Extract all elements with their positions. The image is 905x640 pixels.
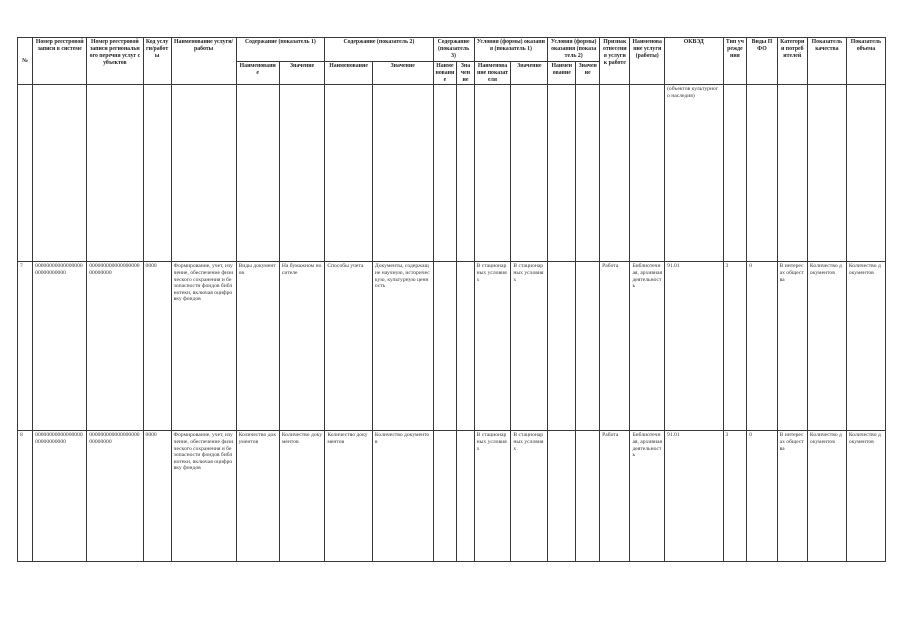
table-cell [171,85,236,262]
service-name: Формирование, учет, изучение, обеспечение физического сохранения и безопасности фондов библиотеки, включая оцифровку фондов [171,431,236,562]
type-value: 3 [723,431,747,562]
table-cell [325,85,373,262]
table-cell [474,85,511,262]
table-row [18,262,886,431]
table-cell [143,85,171,262]
quality-value: Количество документов [807,262,846,431]
content2-value: Количество документов [372,431,433,562]
col-code-header: Код услуги/работы [143,38,171,85]
conditions2-value [576,431,600,562]
table-row-continued [18,85,886,262]
conditions1-value: В стационарных условиях [511,262,548,431]
conditions1-name: В стационарных условиях [474,431,511,562]
content2-name: Количество документов [325,431,373,562]
service-code: 0000 [143,431,171,562]
col-quality-header: Показатель качества [807,38,846,85]
col-conditions2-header: Условия (формы) оказания (показатель 2) [548,38,600,62]
content3-value [457,262,474,431]
okved-value: 91.01 [665,431,723,562]
regional-number: 00000000000000000000000000 [87,431,143,562]
col-registry-header: Номер реестровой записи в системе [33,38,87,85]
content3-value [457,431,474,562]
table-cell [576,85,600,262]
services-table [17,37,886,562]
table-row [18,431,886,562]
service-code: 0000 [143,262,171,431]
document-page [17,37,886,615]
activity-area: Библиотечная, архивная деятельность [630,431,665,562]
col-conditions1-header: Условия (формы) оказания (показатель 1) [474,38,548,62]
content3-name [433,431,457,562]
okved-value: 91.01 [665,262,723,431]
registry-number: 0000000000000000000000000000 [33,431,87,562]
table-cell [600,85,630,262]
conditions2-name [548,431,576,562]
header-row-top [18,38,886,62]
quality-value: Количество документов [807,431,846,562]
conditions2-name [548,262,576,431]
table-cell [807,85,846,262]
table-cell [236,85,279,262]
activity-area: Библиотечная, архивная деятельность [630,262,665,431]
col-number-header: № [18,38,33,85]
col-content1-header: Содержание (показатель 1) [236,38,325,62]
table-cell [777,85,807,262]
col-type-header: Тип учреждения [723,38,747,85]
okved-note-cell: (объектов культурного наследия) [665,85,723,262]
table-cell [548,85,576,262]
table-cell [18,85,33,262]
table-cell [457,85,474,262]
table-cell [279,85,324,262]
table-cell [723,85,747,262]
table-cell [33,85,87,262]
col-okved-header: ОКВЭД [665,38,723,85]
col-regional-header: Номер реестровой записи регионального перечня услуг субъектов [87,38,143,85]
category-value: В интересах общества [777,431,807,562]
col-volume-header: Показатель объема [846,38,885,85]
col-area-header: Наименование услуги (работы) [630,38,665,85]
conditions1-value-subheader: Значение [511,61,548,85]
content1-value: На бумажном носителе [279,262,324,431]
table-cell [433,85,457,262]
col-pfo-header: Виды ПФО [747,38,777,85]
pfo-value: 0 [747,262,777,431]
volume-value: Количество документов [846,262,885,431]
content2-name: Способы учета [325,262,373,431]
sign-value: Работа [600,431,630,562]
content3-name [433,262,457,431]
conditions2-value [576,262,600,431]
conditions2-value-subheader: Значение [576,61,600,85]
content1-value-subheader: Значение [279,61,324,85]
col-sign-header: Признак отнесения услуги к работе [600,38,630,85]
table-cell [846,85,885,262]
col-content2-header: Содержание (показатель 2) [325,38,433,62]
content2-name-subheader: Наименование [325,61,373,85]
row-number: 7 [18,262,33,431]
volume-value: Количество документов [846,431,885,562]
content3-name-subheader: Наименование [433,61,457,85]
content3-value-subheader: Значение [457,61,474,85]
pfo-value: 0 [747,431,777,562]
regional-number: 00000000000000000000000000 [87,262,143,431]
content1-name-subheader: Наименование [236,61,279,85]
col-name-header: Наименование услуги/работы [171,38,236,85]
conditions1-name-subheader: Наименование показателя [474,61,511,85]
table-cell [372,85,433,262]
content1-name: Виды документов [236,262,279,431]
service-name: Формирование, учет, изучение, обеспечение физического сохранения и безопасности фондов библиотеки, включая оцифровку фондов [171,262,236,431]
table-cell [511,85,548,262]
conditions1-value: В стационарных условиях [511,431,548,562]
content1-value: Количество документов [279,431,324,562]
table-cell [747,85,777,262]
registry-number: 0000000000000000000000000000 [33,262,87,431]
content2-value-subheader: Значение [372,61,433,85]
table-cell [630,85,665,262]
content1-name: Количество документов [236,431,279,562]
col-content3-header: Содержание (показатель 3) [433,38,474,62]
row-number: 8 [18,431,33,562]
sign-value: Работа [600,262,630,431]
content2-value: Документы, содержащие научную, историческую, культурную ценность [372,262,433,431]
table-cell [87,85,143,262]
category-value: В интересах общества [777,262,807,431]
col-category-header: Категории потребителей [777,38,807,85]
type-value: 3 [723,262,747,431]
conditions1-name: В стационарных условиях [474,262,511,431]
conditions2-name-subheader: Наименование [548,61,576,85]
